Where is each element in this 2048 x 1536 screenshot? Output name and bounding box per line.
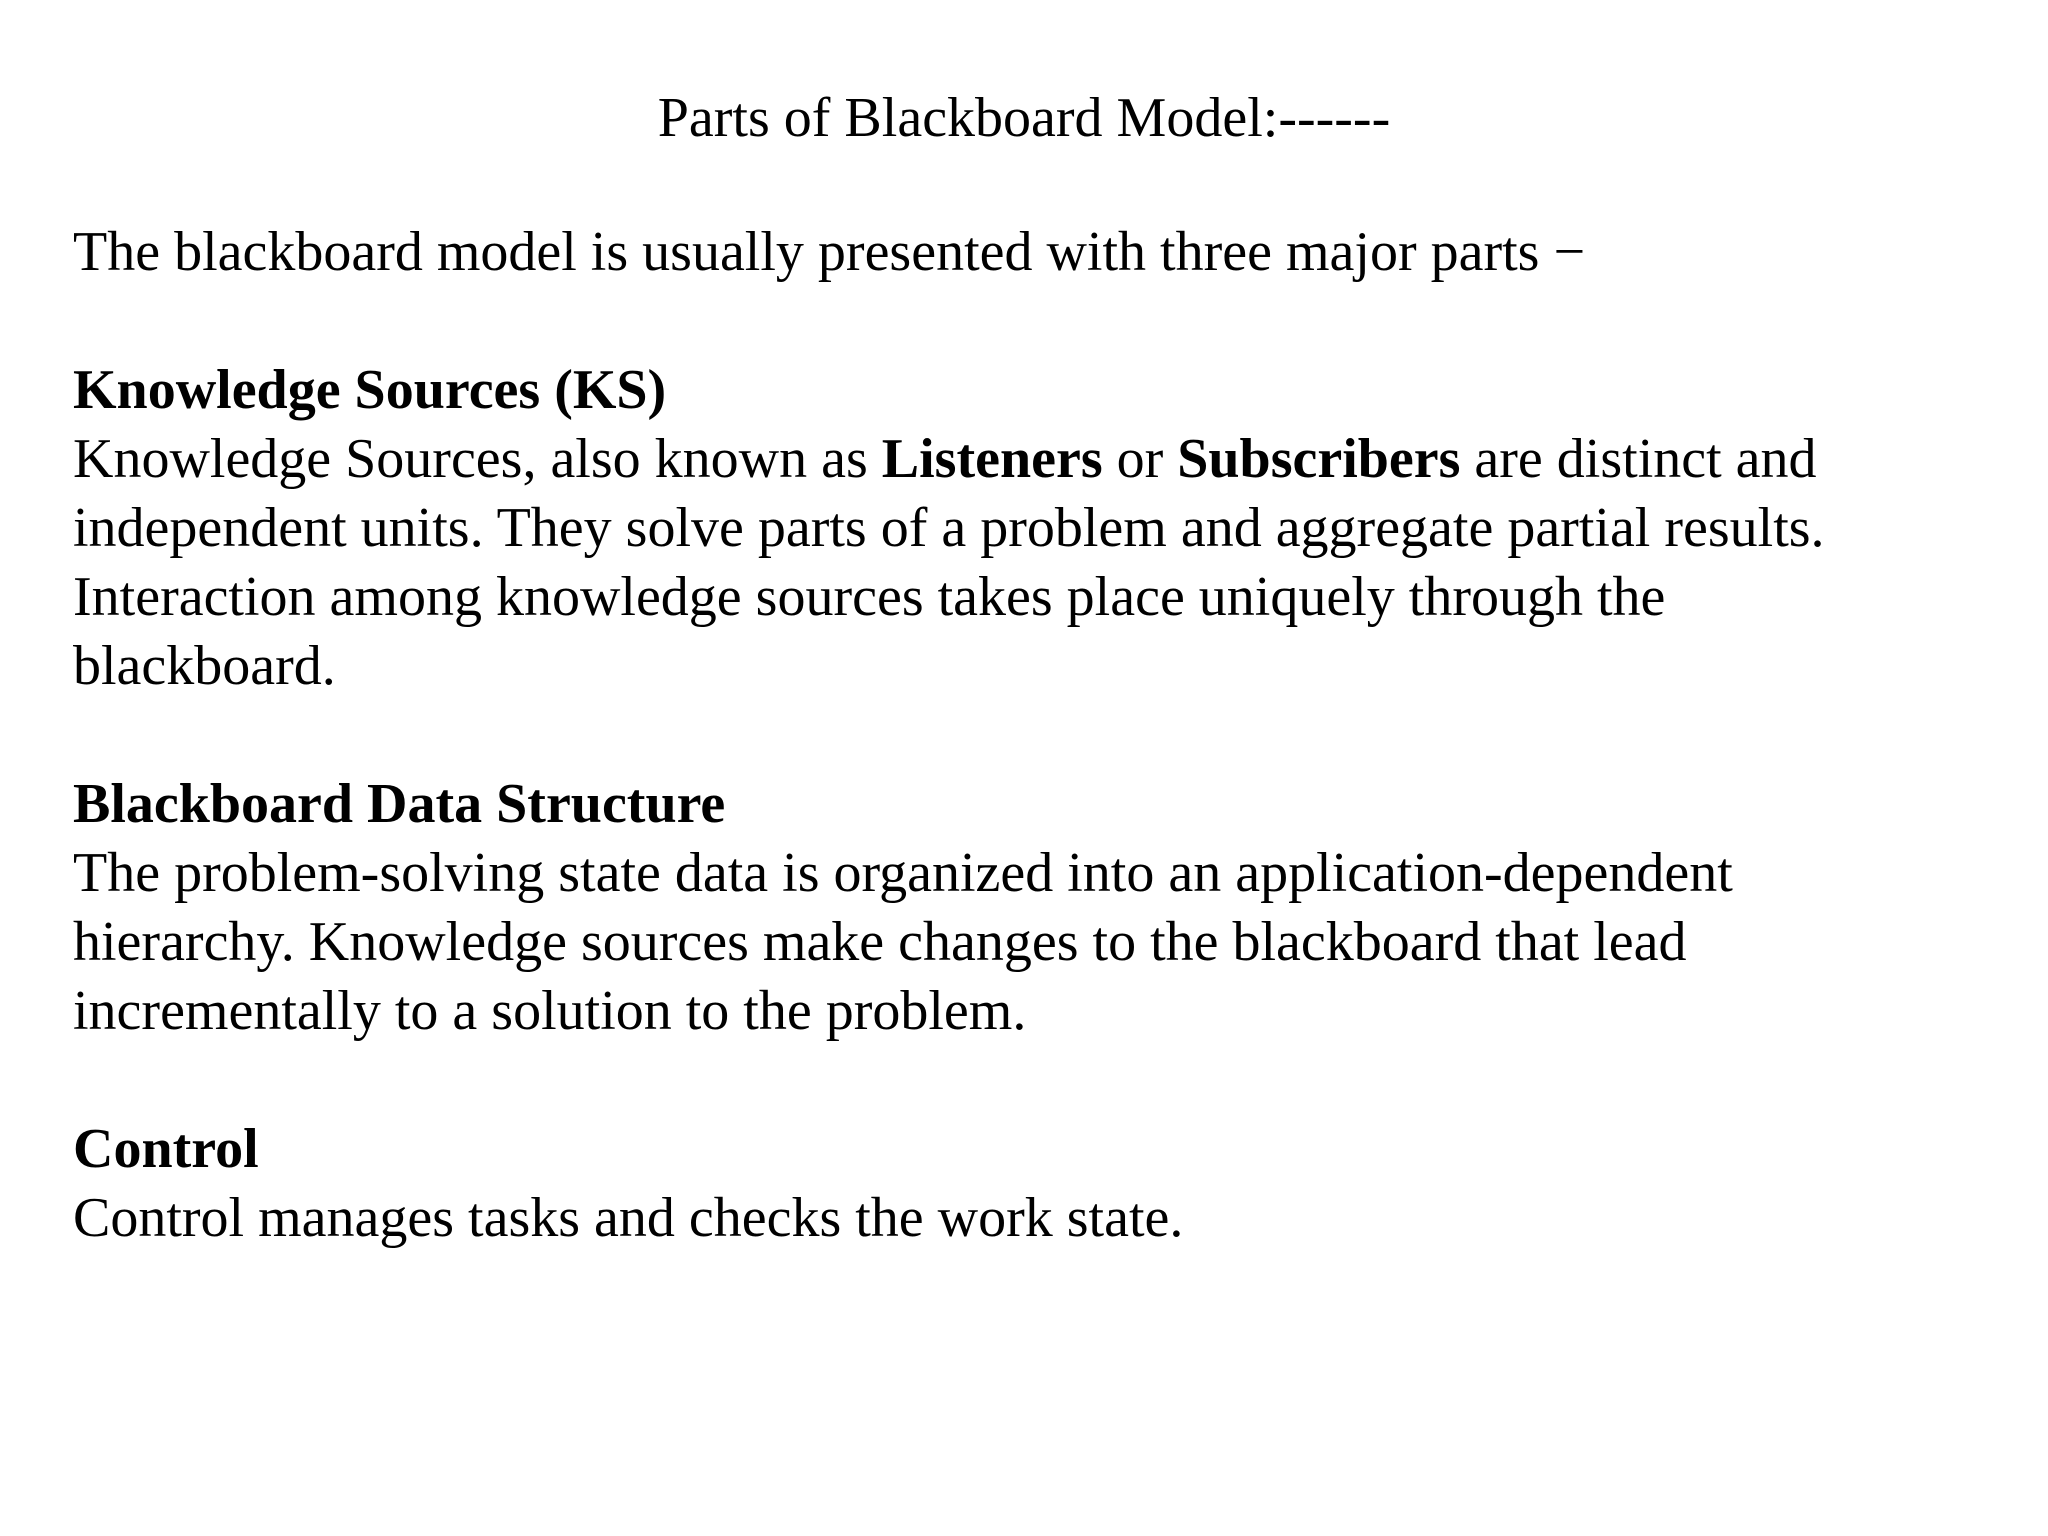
text-segment: or bbox=[1102, 428, 1178, 490]
section-text-knowledge-sources bbox=[73, 425, 2013, 701]
bold-term-subscribers: Subscribers bbox=[1177, 428, 1461, 490]
slide-body bbox=[73, 218, 2013, 1253]
slide-title: Parts of Blackboard Model:------ bbox=[657, 87, 1391, 149]
spacer bbox=[73, 1046, 2013, 1115]
section-text-control: Control manages tasks and checks the work state. bbox=[73, 1187, 1184, 1249]
intro-paragraph: The blackboard model is usually presented with three major parts − bbox=[73, 221, 1586, 283]
spacer bbox=[73, 701, 2013, 770]
spacer bbox=[73, 287, 2013, 356]
bold-term-listeners: Listeners bbox=[881, 428, 1103, 490]
text-segment: Knowledge Sources, also known as bbox=[73, 428, 882, 490]
section-heading-blackboard-data-structure: Blackboard Data Structure bbox=[73, 773, 726, 835]
text-segment: are distinct and independent units. They solve parts of a problem and aggregate partial results. Interaction among knowledge sources takes place uniquely through the blackboard. bbox=[73, 428, 1825, 697]
section-heading-control: Control bbox=[73, 1118, 259, 1180]
section-text-blackboard-data-structure: The problem-solving state data is organized into an application-dependent hierarchy. Knowledge sources make changes to the blackboard that lead incrementally to a solution to the problem. bbox=[73, 842, 1733, 1042]
section-heading-knowledge-sources: Knowledge Sources (KS) bbox=[73, 359, 667, 421]
